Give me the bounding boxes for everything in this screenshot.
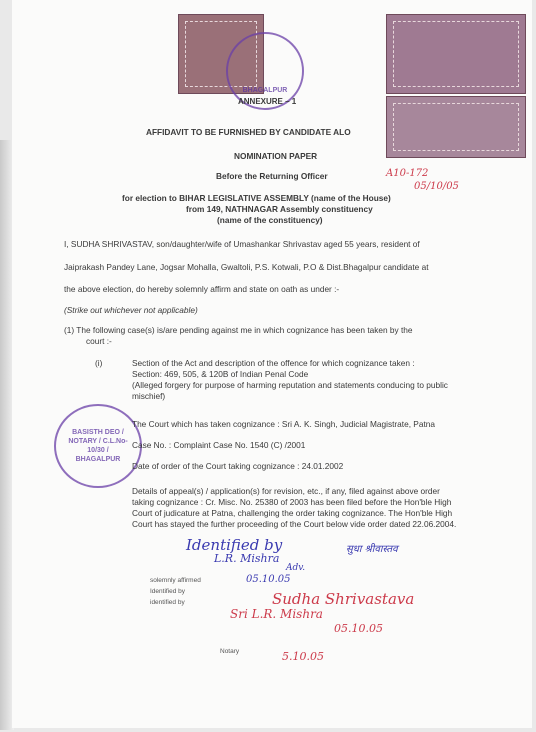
constituency-note: (name of the constituency)	[217, 215, 323, 225]
constituency-line: from 149, NATHNAGAR Assembly constituency	[186, 204, 373, 214]
sub-ii-court: The Court which has taken cognizance : Sri A. K. Singh, Judicial Magistrate, Patna	[132, 419, 435, 429]
faint-stamp-line: solemnly affirmed	[150, 577, 201, 584]
sub-v-line-4: Court has stayed the further proceeding of the Court below vide order dated 22.06.2004.	[132, 519, 457, 529]
handwritten-identified: Identified by	[186, 536, 283, 554]
sub-iii-case: Case No. : Complaint Case No. 1540 (C) /2001	[132, 440, 306, 450]
sub-v-line-2: taking cognizance : Cr. Misc. No. 25380 of 2003 has been filed before the Hon'ble High	[132, 497, 452, 507]
sub-iv-date: Date of order of the Court taking cognizance : 24.01.2002	[132, 461, 344, 471]
declarant-line-2: Jaiprakash Pandey Lane, Jogsar Mohalla, Gwaltoli, P.S. Kotwali, P.O & Dist.Bhagalpur candidate at	[64, 262, 429, 272]
annexure-label: ANNEXURE – 1	[238, 97, 297, 106]
nomination-title: NOMINATION PAPER	[234, 151, 318, 161]
sub-i-line-4: mischief)	[132, 391, 166, 401]
handwritten-ref: A10-172	[386, 168, 429, 179]
sub-v-line-3: Court of judicature at Patna, challenging the order taking cognizance. The Hon'ble High	[132, 508, 453, 518]
returning-officer-line: Before the Returning Officer	[216, 171, 328, 181]
handwritten-signature: Sudha Shrivastava	[272, 590, 415, 608]
hindi-signature: सुधा श्रीवास्तव	[346, 544, 398, 555]
faint-stamp-line: Notary	[220, 648, 240, 655]
sub-v-line-1: Details of appeal(s) / application(s) for revision, etc., if any, filed against above order	[132, 486, 440, 496]
sub-item-number: (i)	[95, 358, 103, 368]
faint-stamp-line: Identified by	[150, 588, 186, 595]
sub-i-line-2: Section: 469, 505, & 120B of Indian Penal Code	[132, 369, 309, 379]
handwritten-adv: Adv.	[286, 563, 306, 573]
item-1-line-1: (1) The following case(s) is/are pending against me in which cognizance has been taken by the	[64, 325, 413, 335]
handwritten-date: 05.10.05	[246, 574, 291, 585]
sub-i-line-1: Section of the Act and description of the offence for which cognizance taken :	[132, 358, 415, 368]
faint-stamp-line: identified by	[150, 599, 185, 606]
notary-seal: BASISTH DEO / NOTARY / C.L.No-10/30 / BHAGALPUR	[54, 404, 142, 488]
handwritten-advocate-name: L.R. Mishra	[214, 552, 280, 565]
court-fee-stamp	[386, 96, 526, 158]
handwritten-signature-2: Sri L.R. Mishra	[230, 607, 323, 621]
sub-i-line-3: (Alleged forgery for purpose of harming reputation and statements conducing to public	[132, 380, 448, 390]
affidavit-title: AFFIDAVIT TO BE FURNISHED BY CANDIDATE ALO	[146, 127, 351, 137]
declarant-line-3: the above election, do hereby solemnly affirm and state on oath as under :-	[64, 284, 340, 294]
handwritten-ref-date: 05/10/05	[414, 181, 459, 192]
strike-out-note: (Strike out whichever not applicable)	[64, 305, 198, 315]
handwritten-date-3: 5.10.05	[282, 650, 324, 663]
item-1-line-2: court :-	[86, 336, 112, 346]
handwritten-date-2: 05.10.05	[334, 622, 383, 635]
election-line: for election to BIHAR LEGISLATIVE ASSEMBLY (name of the House)	[122, 193, 391, 203]
notary-seal: BHAGALPUR	[226, 32, 304, 110]
court-fee-stamp	[386, 14, 526, 94]
declarant-line-1: I, SUDHA SHRIVASTAV, son/daughter/wife of Umashankar Shrivastav aged 55 years, resident of	[64, 239, 420, 249]
